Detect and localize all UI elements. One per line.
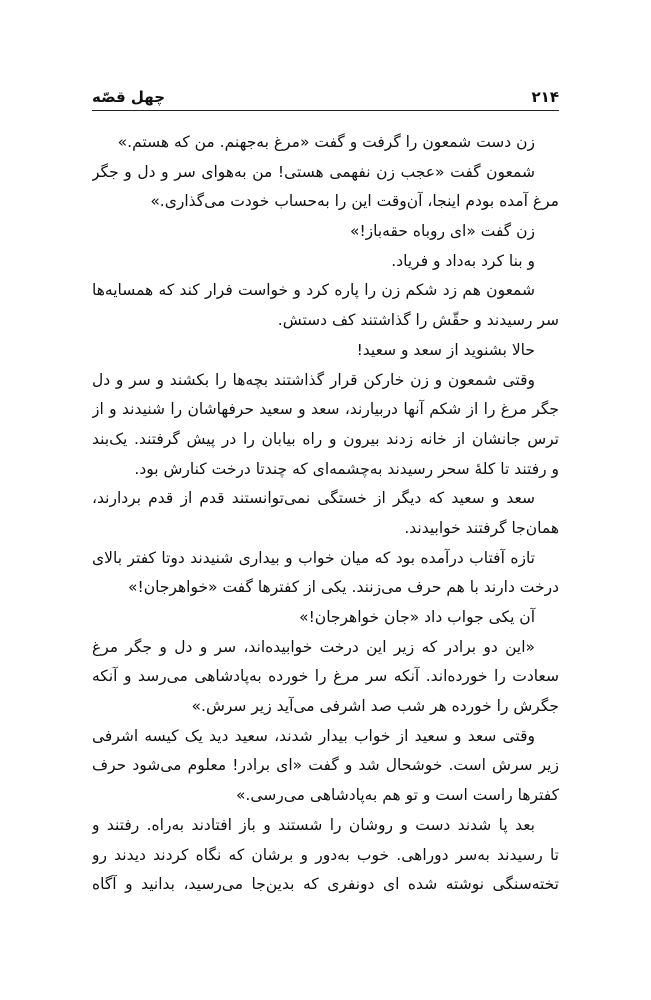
text-line: جگرش را خورده هر شب صد اشرفی می‌آید زیر سرش.»: [191, 697, 559, 716]
book-title: چهل قصّه: [92, 88, 166, 106]
text-line: زیر سرش است. خوشحال شد و گفت «ای برادر! معلوم می‌شود حرف: [92, 756, 559, 775]
text-line: وقتی شمعون و زن خارکن قرار گذاشتند بچه‌ها را بکشند و سر و دل: [92, 370, 535, 389]
text-line: زن گفت «ای روباه حقه‌باز!»: [349, 222, 535, 241]
text-line: بعد پا شدند دست و روشان را شستند و باز افتادند به‌راه. رفتند و: [92, 815, 535, 834]
page-number: ۲۱۴: [531, 88, 559, 106]
text-line: سعد و سعید که دیگر از خستگی نمی‌توانستند قدم از قدم بردارند،: [92, 489, 535, 508]
text-line: همان‌جا گرفتند خوابیدند.: [404, 518, 559, 537]
text-line: ترس جانشان از خانه زدند بیرون و راه بیابان را در پیش گرفتند. یک‌بند: [92, 429, 559, 448]
text-line: مرغ آمده بودم اینجا، آن‌وقت این را به‌حساب خودت می‌گذاری.»: [150, 192, 559, 211]
running-header: [92, 88, 559, 111]
text-line: جگر مرغ را از شکم آنها دربیارند، سعد و سعید حرفهاشان را شنیدند و از: [92, 400, 559, 419]
text-line: شمعون گفت «عجب زن نفهمی هستی! من به‌هوای سر و دل و جگر: [92, 162, 535, 181]
text-line: «این دو برادر که زیر این درخت خوابیده‌اند، سر و دل و جگر مرغ: [92, 637, 535, 656]
text-line: زن دست شمعون را گرفت و گفت «مرغ به‌جهنم. من که هستم.»: [117, 133, 535, 151]
text-line: حالا بشنوید از سعد و سعید!: [356, 340, 535, 359]
text-line: و رفتند تا کلهٔ سحر رسیدند به‌چشمه‌ای که چندتا درخت کنارش بود.: [134, 459, 559, 478]
text-line: و بنا کرد به‌داد و فریاد.: [391, 251, 535, 270]
text-line: تازه آفتاب درآمده بود که میان خواب و بیداری شنیدند دوتا کفتر بالای: [92, 548, 535, 567]
text-line: سر رسیدند و حقّش را گذاشتند کف دستش.: [277, 311, 559, 330]
text-line: وقتی سعد و سعید از خواب بیدار شدند، سعید دید یک کیسه اشرفی: [92, 726, 535, 745]
text-line: درخت دارند با هم حرف می‌زنند. یکی از کفترها گفت «خواهرجان!»: [128, 578, 559, 597]
page-body-text: [92, 128, 559, 900]
text-line: سعادت را خورده‌اند. آنکه سر مرغ را خورده به‌پادشاهی می‌رسد و آنکه: [92, 667, 559, 686]
text-line: آن یکی جواب داد «جان خواهرجان!»: [299, 608, 535, 626]
text-line: تا رسیدند به‌سر دوراهی. خوب به‌دور و برشان که نگاه کردند دیدند رو: [92, 845, 559, 864]
text-line: شمعون هم زد شکم زن را پاره کرد و خواست فرار کند که همسایه‌ها: [92, 281, 535, 300]
text-line: کفترها راست است و تو هم به‌پادشاهی می‌رسی.»: [235, 786, 559, 805]
text-line: تخته‌سنگی نوشته شده ای دونفری که بدین‌جا می‌رسید، بدانید و آگاه: [92, 875, 559, 894]
